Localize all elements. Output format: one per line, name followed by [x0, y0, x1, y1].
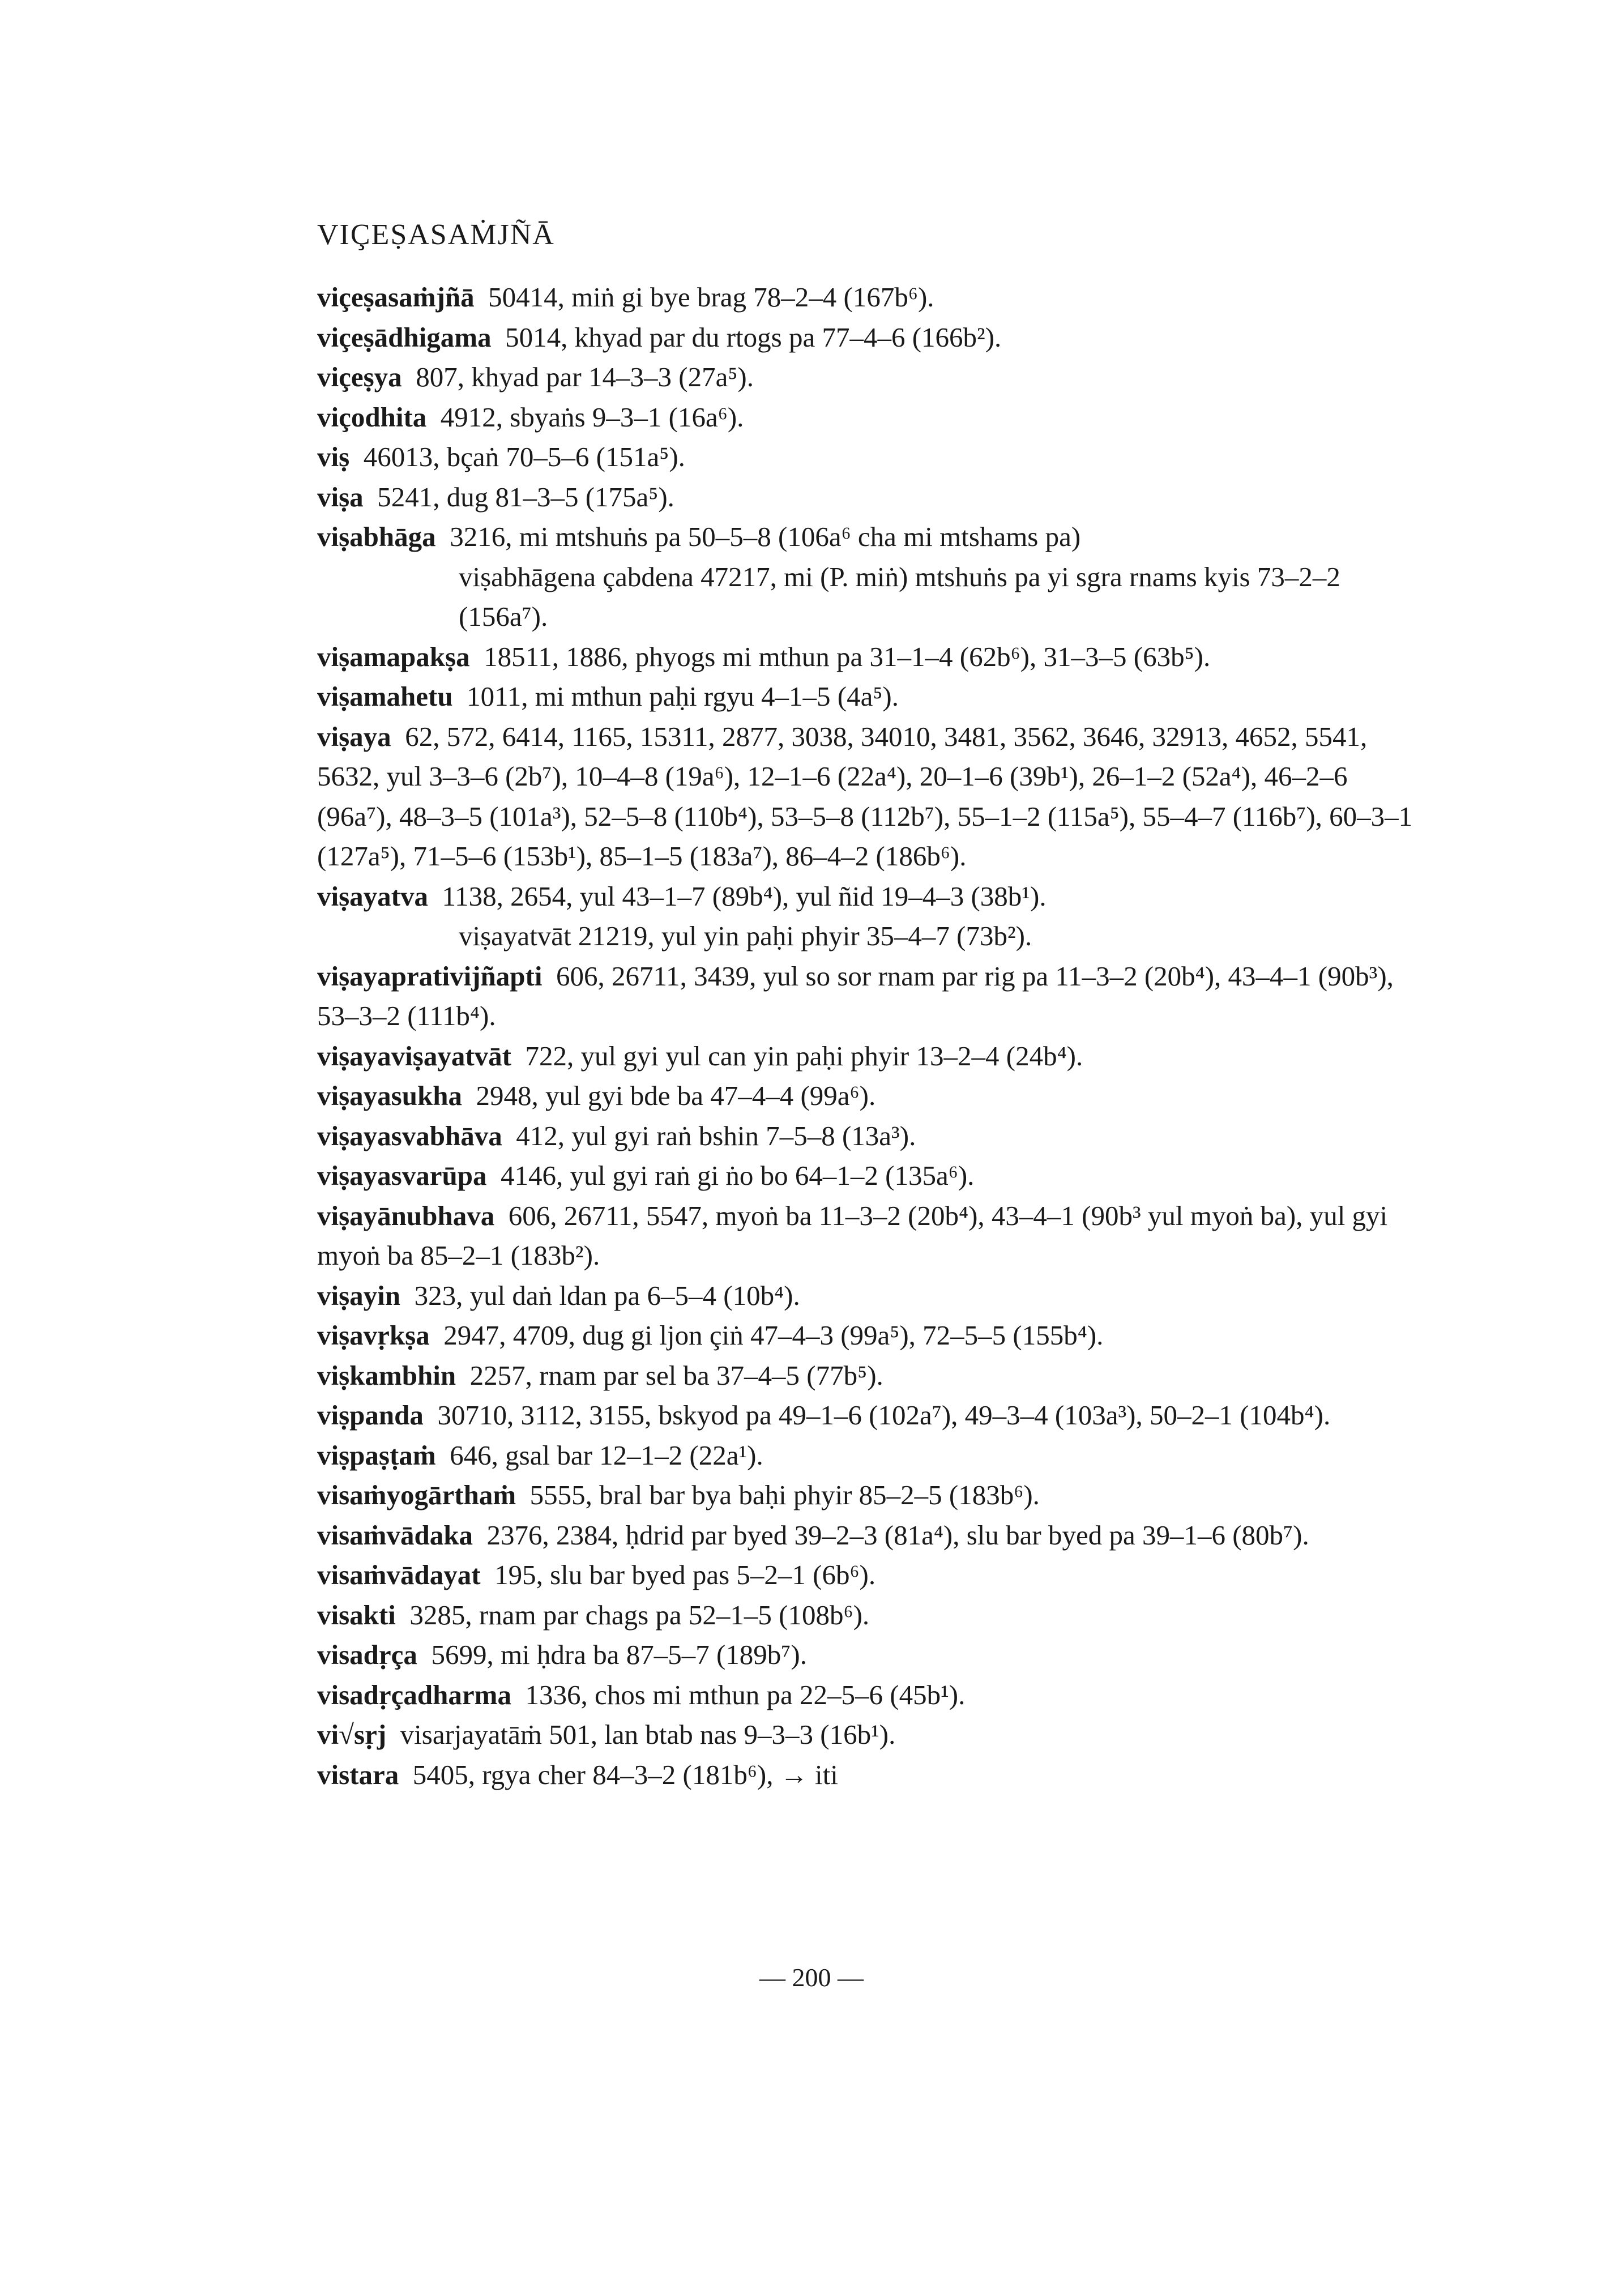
headword: viṣaya: [317, 720, 391, 752]
headword: viṣamapakṣa: [317, 641, 470, 672]
headword: viçeṣya: [317, 361, 402, 392]
entry: [317, 357, 1427, 398]
entry: [317, 1356, 1427, 1396]
entry: [317, 1395, 1427, 1436]
headword: visadṛçadharma: [317, 1679, 511, 1710]
entry-body: 1138, 2654, yul 43–1–7 (89b⁴), yul ñid 19–4–3 (38b¹).: [442, 880, 1047, 912]
entry: [317, 1276, 1427, 1316]
headword: viṣpanda: [317, 1399, 424, 1431]
entry: [317, 1715, 1427, 1755]
entry-body: 30710, 3112, 3155, bskyod pa 49–1–6 (102a⁷), 49–3–4 (103a³), 50–2–1 (104b⁴).: [437, 1399, 1331, 1431]
headword: viṣayatva: [317, 880, 428, 912]
headword: visaṁvādayat: [317, 1559, 481, 1590]
entry: [317, 1675, 1427, 1715]
entry-body: 5241, dug 81–3–5 (175a⁵).: [377, 481, 674, 513]
headword: viçodhita: [317, 401, 427, 433]
entry-body: visarjayatāṁ 501, lan btab nas 9–3–3 (16b¹).: [400, 1719, 896, 1750]
headword: viṣpaṣṭaṁ: [317, 1439, 436, 1471]
sub-entry: [317, 557, 1427, 637]
entry-body: 412, yul gyi raṅ bshin 7–5–8 (13a³).: [516, 1120, 916, 1151]
headword: viṣayasukha: [317, 1080, 463, 1111]
entry: [317, 517, 1427, 557]
entry-body: 5699, mi ḥdra ba 87–5–7 (189b⁷).: [431, 1639, 807, 1670]
entry: [317, 278, 1427, 318]
entry-body: 18511, 1886, phyogs mi mthun pa 31–1–4 (62b⁶), 31–3–5 (63b⁵).: [484, 641, 1211, 672]
headword: visaṁyogārthaṁ: [317, 1479, 516, 1510]
entry-body: 3285, rnam par chags pa 52–1–5 (108b⁶).: [409, 1599, 870, 1631]
entry: [317, 437, 1427, 477]
entry-body: 1336, chos mi mthun pa 22–5–6 (45b¹).: [525, 1679, 966, 1710]
entry-body: 646, gsal bar 12–1–2 (22a¹).: [450, 1439, 763, 1471]
entry: [317, 1116, 1427, 1156]
headword: viçeṣasaṁjñā: [317, 281, 475, 313]
entry: [317, 1755, 1427, 1795]
entry-body: 606, 26711, 3439, yul so sor rnam par rig pa 11–3–2 (20b⁴), 43–4–1 (90b³), 53–3–2 (111b⁴).: [317, 960, 1394, 1031]
entry: [317, 1475, 1427, 1516]
entry-body: 323, yul daṅ ldan pa 6–5–4 (10b⁴).: [414, 1279, 800, 1311]
entry-body: viṣabhāgena çabdena 47217, mi (P. miṅ) mtshuṅs pa yi sgra rnams kyis 73–2–2 (156a⁷).: [459, 561, 1340, 632]
headword: visadṛça: [317, 1639, 417, 1670]
headword: viṣamahetu: [317, 681, 453, 712]
headword: viṣayaviṣayatvāt: [317, 1040, 511, 1072]
entry: [317, 1076, 1427, 1116]
entry: [317, 1036, 1427, 1077]
entry-body: 3216, mi mtshuṅs pa 50–5–8 (106a⁶ cha mi mtshams pa): [450, 521, 1081, 552]
entry: [317, 877, 1427, 917]
entry: [317, 1595, 1427, 1636]
entry-body: 50414, miṅ gi bye brag 78–2–4 (167b⁶).: [488, 281, 934, 313]
entry: [317, 1436, 1427, 1476]
entry-body: 2947, 4709, dug gi ljon çiṅ 47–4–3 (99a⁵), 72–5–5 (155b⁴).: [443, 1320, 1104, 1351]
running-head: VIÇEṢASAṀJÑĀ: [317, 219, 555, 251]
entry-body: 195, slu bar byed pas 5–2–1 (6b⁶).: [494, 1559, 876, 1590]
headword: viṣ: [317, 441, 350, 472]
entry-body: 5014, khyad par du rtogs pa 77–4–6 (166b²).: [505, 321, 1002, 353]
headword: visakti: [317, 1599, 396, 1631]
headword: viṣayasvabhāva: [317, 1120, 502, 1151]
entry: [317, 318, 1427, 358]
headword: viṣayin: [317, 1279, 401, 1311]
page-number: — 200 —: [759, 1963, 864, 1992]
entry-body: 46013, bçaṅ 70–5–6 (151a⁵).: [363, 441, 685, 472]
headword: vi√sṛj: [317, 1719, 387, 1750]
headword: viṣayaprativijñapti: [317, 960, 543, 992]
headword: viṣabhāga: [317, 521, 436, 552]
headword: viṣa: [317, 481, 364, 513]
headword: viṣavṛkṣa: [317, 1320, 430, 1351]
entry: [317, 1196, 1427, 1276]
entry-body: 4146, yul gyi raṅ gi ṅo bo 64–1–2 (135a⁶).: [501, 1160, 975, 1191]
entry: [317, 1516, 1427, 1556]
entry-body: 1011, mi mthun paḥi rgyu 4–1–5 (4a⁵).: [467, 681, 899, 712]
entry: [317, 477, 1427, 518]
entry: [317, 1316, 1427, 1356]
headword: viṣkambhin: [317, 1359, 456, 1391]
entry-body: 62, 572, 6414, 1165, 15311, 2877, 3038, 34010, 3481, 3562, 3646, 32913, 4652, 5541, 5632, yul 3–3–6 (2b⁷), 10–4–8 (19a⁶), 12–1–6 (22a⁴), 20–1–6 (39b¹), 26–1–2 (52a⁴), 46–2–6 (96a⁷), 48–3–5 (101a³), 52–5–8 (110b⁴), 53–5–8 (112b⁷), 55–1–2 (115a⁵), 55–4–7 (116b⁷), 60–3–1 (127a⁵), 71–5–6 (153b¹), 85–1–5 (183a⁷), 86–4–2 (186b⁶).: [317, 720, 1413, 872]
entry-body: 5405, rgya cher 84–3–2 (181b⁶), → iti: [412, 1759, 838, 1790]
headword: vistara: [317, 1759, 399, 1790]
entry: [317, 1635, 1427, 1675]
entry: [317, 957, 1427, 1036]
headword: visaṁvādaka: [317, 1519, 473, 1551]
entry-list: [317, 278, 1427, 1795]
entry-body: viṣayatvāt 21219, yul yin paḥi phyir 35–4–7 (73b²).: [459, 920, 1032, 951]
entry: [317, 677, 1427, 717]
entry: [317, 398, 1427, 438]
entry-body: 2376, 2384, ḥdrid par byed 39–2–3 (81a⁴), slu bar byed pa 39–1–6 (80b⁷).: [486, 1519, 1309, 1551]
headword: viṣayānubhava: [317, 1200, 495, 1231]
entry-body: 5555, bral bar bya baḥi phyir 85–2–5 (183b⁶).: [529, 1479, 1040, 1510]
entry-body: 606, 26711, 5547, myoṅ ba 11–3–2 (20b⁴), 43–4–1 (90b³ yul myoṅ ba), yul gyi myoṅ ba 85–2–1 (183b²).: [317, 1200, 1388, 1271]
entry-body: 4912, sbyaṅs 9–3–1 (16a⁶).: [440, 401, 744, 433]
entry-body: 807, khyad par 14–3–3 (27a⁵).: [416, 361, 754, 392]
entry: [317, 1156, 1427, 1196]
entry-body: 2948, yul gyi bde ba 47–4–4 (99a⁶).: [476, 1080, 876, 1111]
entry: [317, 717, 1427, 877]
entry-body: 2257, rnam par sel ba 37–4–5 (77b⁵).: [469, 1359, 883, 1391]
entry: [317, 637, 1427, 677]
entry: [317, 1555, 1427, 1595]
headword: viṣayasvarūpa: [317, 1160, 487, 1191]
sub-entry: [317, 916, 1427, 957]
headword: viçeṣādhigama: [317, 321, 492, 353]
entry-body: 722, yul gyi yul can yin paḥi phyir 13–2–4 (24b⁴).: [525, 1040, 1083, 1072]
